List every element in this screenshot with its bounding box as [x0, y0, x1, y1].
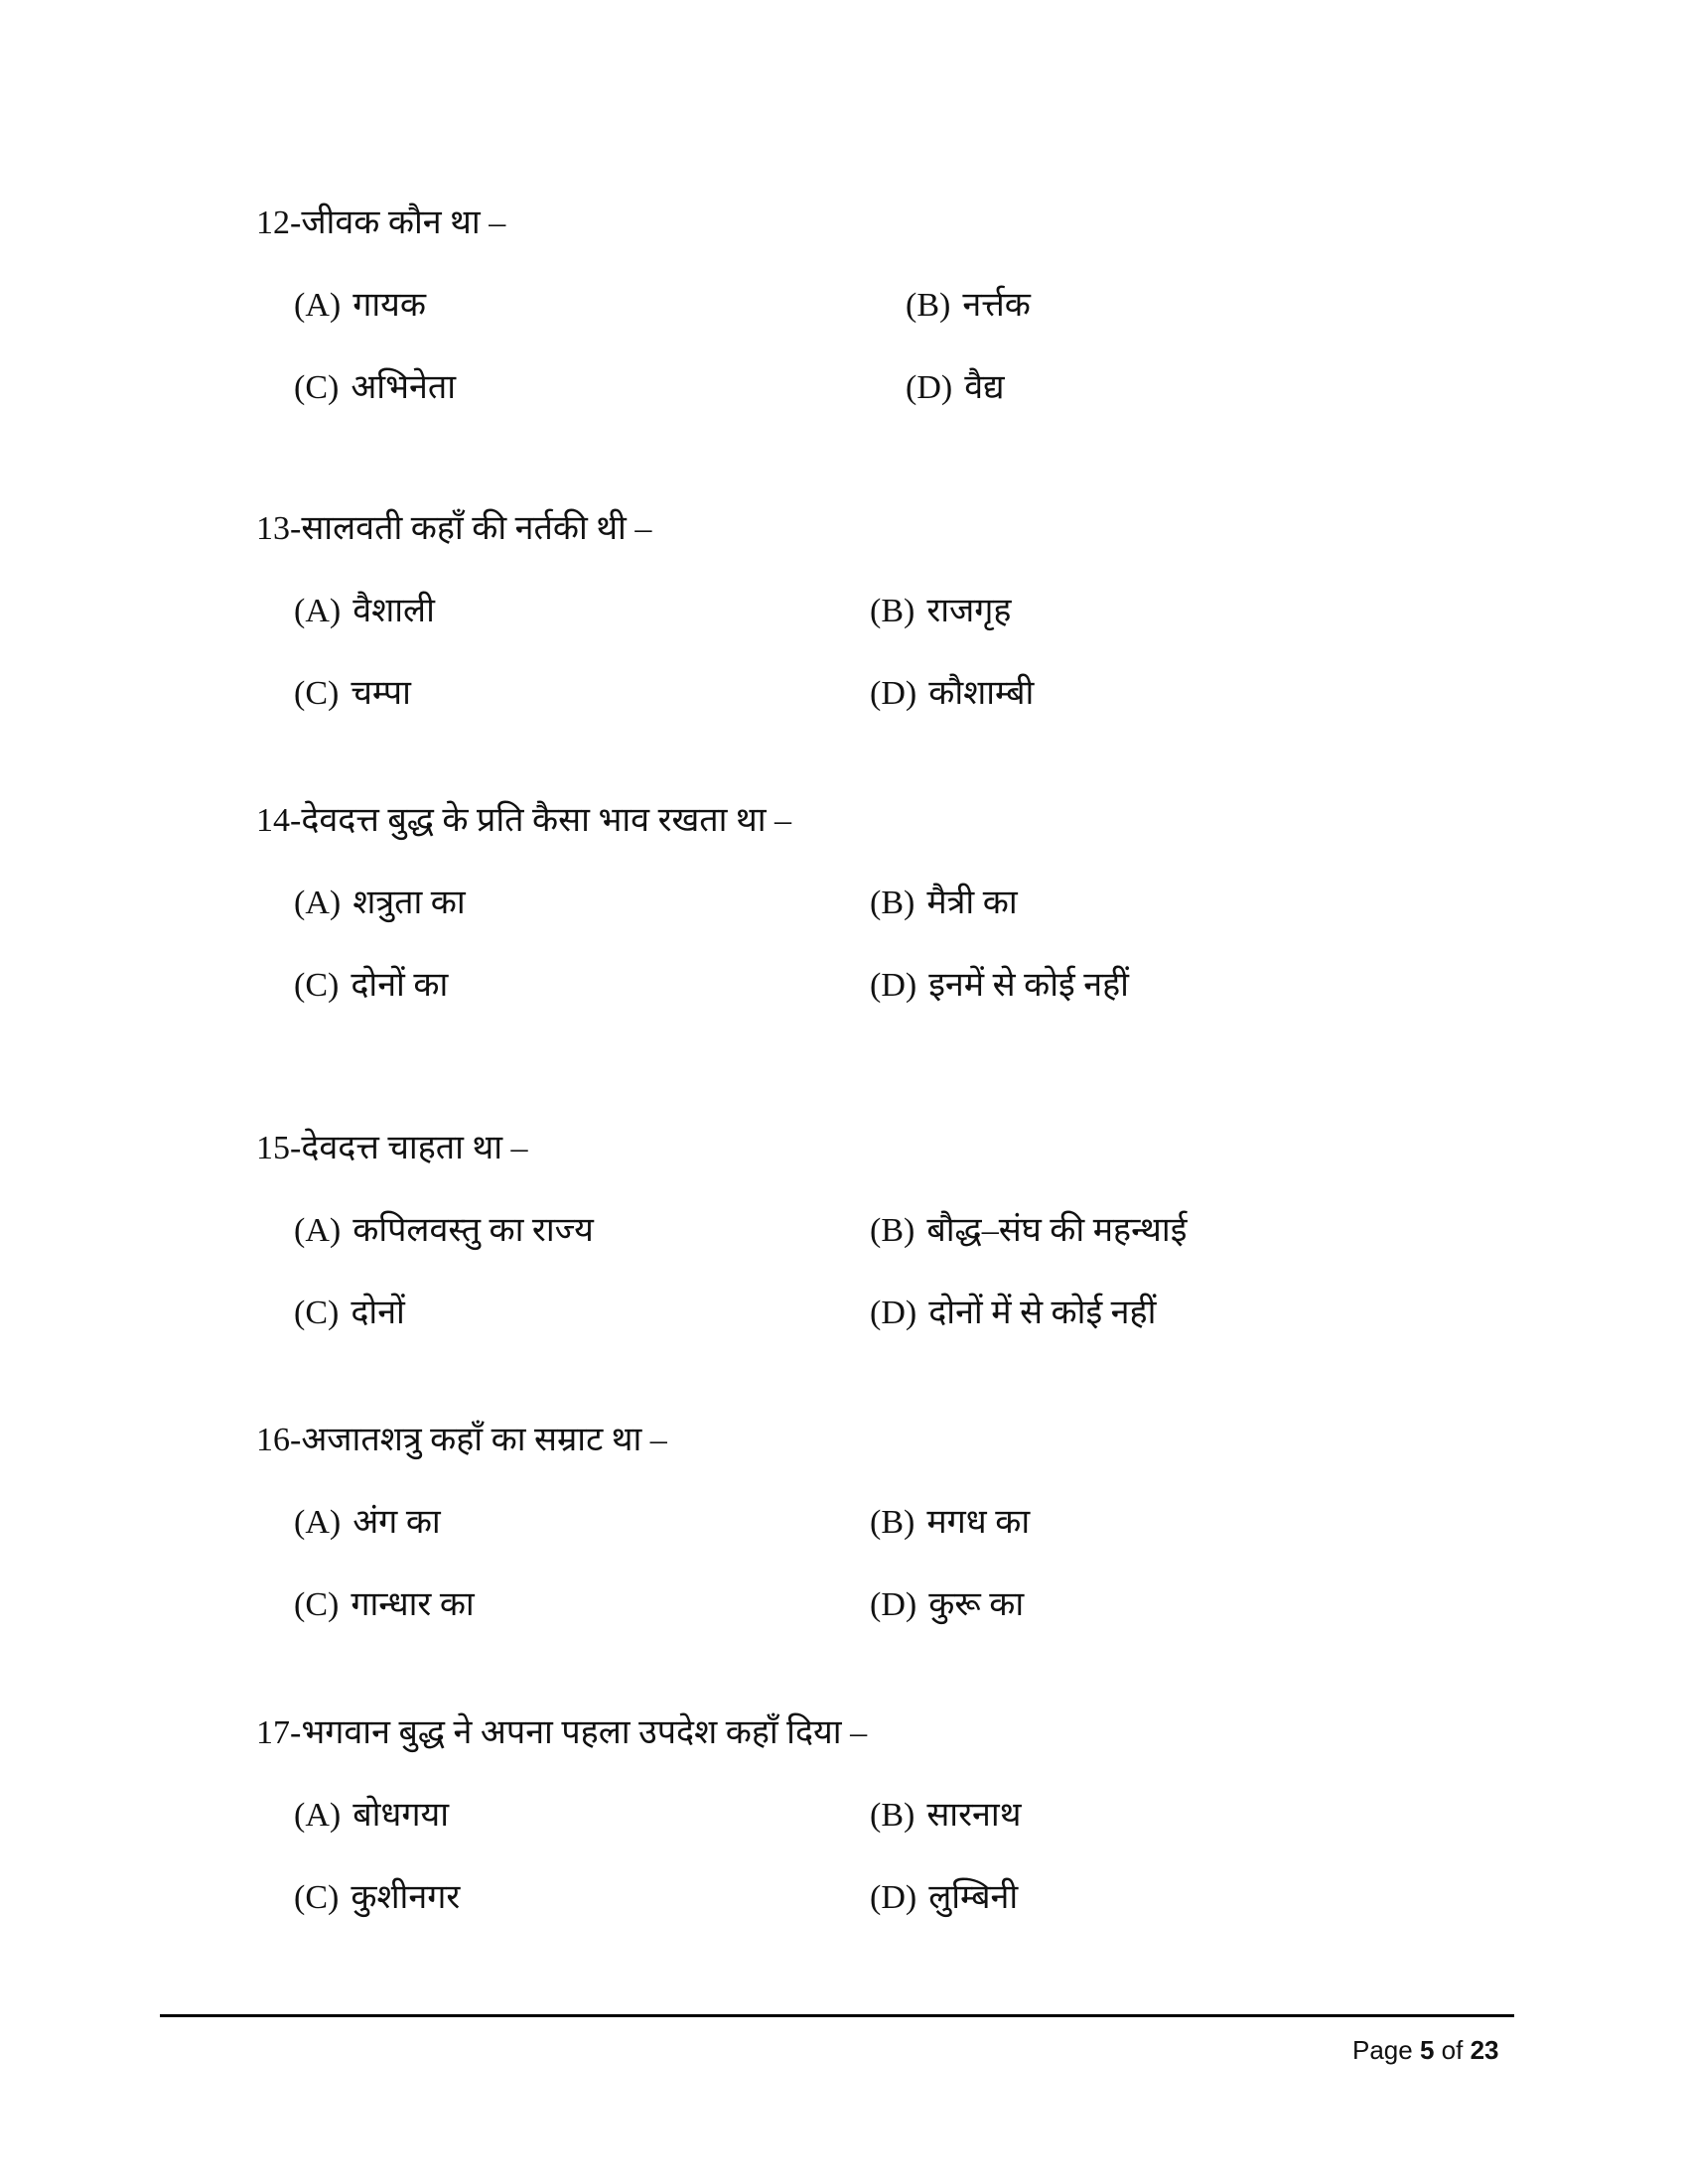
option-label: (B)	[906, 287, 951, 324]
question-13	[256, 507, 651, 551]
option-text: मगध का	[926, 1504, 1031, 1541]
of-word: of	[1441, 2035, 1464, 2065]
option-label: (C)	[294, 675, 340, 712]
question-14	[256, 799, 791, 843]
option-text: अंग का	[352, 1504, 441, 1541]
option-text: कपिलवस्तु का राज्य	[352, 1212, 594, 1249]
option-label: (A)	[294, 1797, 342, 1834]
option-label: (B)	[870, 1504, 915, 1541]
option-a	[294, 1209, 594, 1253]
option-text: गायक	[352, 287, 426, 324]
question-text: भगवान बुद्ध ने अपना पहला उपदेश कहाँ दिया –	[301, 1714, 868, 1751]
option-b	[870, 882, 1018, 925]
option-b	[870, 590, 1011, 633]
option-d	[870, 1292, 1156, 1335]
option-text: दोनों	[351, 1295, 405, 1331]
option-label: (D)	[870, 675, 917, 712]
option-text: वैद्य	[964, 369, 1005, 406]
footer-divider	[160, 2014, 1514, 2017]
option-a	[294, 882, 466, 925]
option-c	[294, 366, 456, 410]
option-label: (D)	[906, 369, 953, 406]
option-a	[294, 1501, 441, 1545]
option-label: (B)	[870, 593, 915, 629]
question-text: देवदत्त बुद्ध के प्रति कैसा भाव रखता था –	[301, 802, 792, 839]
option-c	[294, 1292, 405, 1335]
question-text: देवदत्त चाहता था –	[301, 1130, 528, 1166]
option-label: (A)	[294, 1212, 342, 1249]
option-text: कौशाम्बी	[928, 675, 1035, 712]
option-d	[906, 366, 1005, 410]
option-label: (C)	[294, 369, 340, 406]
option-text: दोनों का	[351, 967, 449, 1004]
option-label: (C)	[294, 967, 340, 1004]
option-c	[294, 1583, 475, 1627]
option-text: अभिनेता	[351, 369, 457, 406]
option-b	[870, 1501, 1030, 1545]
option-label: (A)	[294, 885, 342, 921]
option-d	[870, 1583, 1024, 1627]
total-pages: 23	[1470, 2035, 1499, 2065]
question-16	[256, 1419, 667, 1462]
option-label: (D)	[870, 1586, 917, 1623]
question-text: जीवक कौन था –	[301, 205, 506, 241]
question-15	[256, 1127, 528, 1170]
page-word: Page	[1352, 2035, 1413, 2065]
option-label: (A)	[294, 287, 342, 324]
option-text: वैशाली	[352, 593, 435, 629]
option-text: गान्धार का	[351, 1586, 475, 1623]
option-d	[870, 1876, 1018, 1920]
option-a	[294, 590, 435, 633]
option-text: सारनाथ	[926, 1797, 1022, 1834]
option-label: (C)	[294, 1295, 340, 1331]
option-text: बौद्ध–संघ की महन्थाई	[926, 1212, 1188, 1249]
question-17	[256, 1711, 867, 1755]
current-page: 5	[1419, 2035, 1435, 2065]
question-number: 12-	[256, 205, 302, 241]
option-text: बोधगया	[352, 1797, 450, 1834]
option-d	[870, 672, 1034, 716]
option-text: दोनों में से कोई नहीं	[928, 1295, 1157, 1331]
option-text: कुशीनगर	[351, 1879, 461, 1916]
option-c	[294, 1876, 460, 1920]
option-text: मैत्री का	[926, 885, 1018, 921]
option-text: शत्रुता का	[352, 885, 466, 921]
option-label: (B)	[870, 1797, 915, 1834]
question-number: 15-	[256, 1130, 302, 1166]
option-c	[294, 964, 448, 1008]
option-label: (C)	[294, 1879, 340, 1916]
option-label: (D)	[870, 1879, 917, 1916]
option-text: चम्पा	[351, 675, 411, 712]
question-number: 14-	[256, 802, 302, 839]
option-text: नर्त्तक	[962, 287, 1031, 324]
option-text: कुरू का	[928, 1586, 1025, 1623]
option-d	[870, 964, 1129, 1008]
option-b	[906, 284, 1031, 328]
option-a	[294, 284, 426, 328]
question-text: अजातशत्रु कहाँ का सम्राट था –	[301, 1422, 667, 1458]
option-a	[294, 1794, 449, 1838]
page-number	[1352, 2035, 1499, 2066]
question-number: 17-	[256, 1714, 302, 1751]
option-text: लुम्बिनी	[928, 1879, 1019, 1916]
option-label: (B)	[870, 885, 915, 921]
option-label: (A)	[294, 593, 342, 629]
question-text: सालवती कहाँ की नर्तकी थी –	[301, 510, 652, 547]
question-number: 13-	[256, 510, 302, 547]
option-text: राजगृह	[926, 593, 1012, 629]
option-label: (C)	[294, 1586, 340, 1623]
option-text: इनमें से कोई नहीं	[928, 967, 1129, 1004]
option-b	[870, 1209, 1187, 1253]
question-number: 16-	[256, 1422, 302, 1458]
option-label: (D)	[870, 967, 917, 1004]
option-label: (B)	[870, 1212, 915, 1249]
option-b	[870, 1794, 1021, 1838]
option-c	[294, 672, 411, 716]
option-label: (D)	[870, 1295, 917, 1331]
question-12	[256, 202, 505, 245]
option-label: (A)	[294, 1504, 342, 1541]
